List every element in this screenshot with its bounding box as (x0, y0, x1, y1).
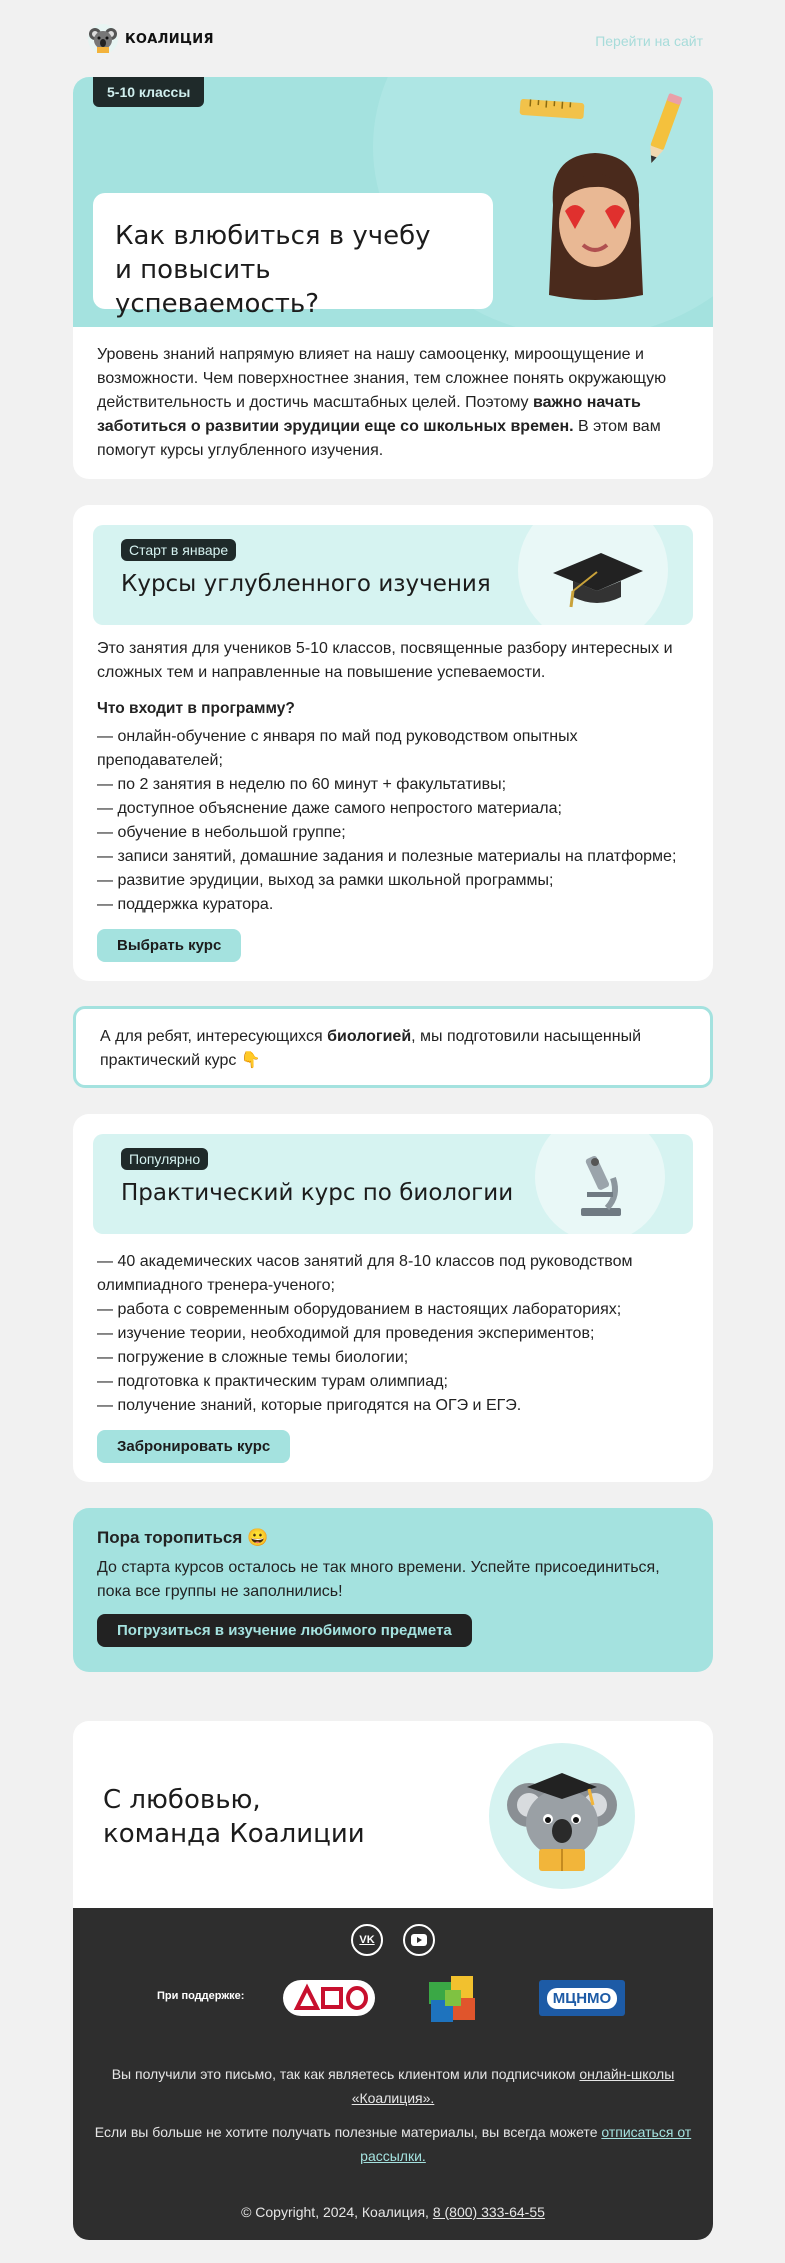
biology-note-text (100, 1025, 686, 1073)
logo[interactable] (88, 24, 214, 54)
intro-card (73, 77, 713, 479)
course-tag: Старт в январе (121, 539, 236, 561)
grade-badge: 5-10 классы (93, 77, 204, 107)
biology-note-bold: биологией (327, 1028, 412, 1045)
list-item: — работа с современным оборудованием в настоящих лабораториях; (97, 1301, 622, 1318)
list-item: — онлайн-обучение с января по май под руководством опытных преподавателей; (97, 728, 578, 769)
koala-graduate-icon (489, 1743, 635, 1889)
biology-note-part2: , мы подготовили насыщенный практический курс 👇 (100, 1028, 641, 1069)
course-title: Курсы углубленного изучения (121, 571, 491, 597)
list-item: — получение знаний, которые пригодятся на ОГЭ и ЕГЭ. (97, 1397, 522, 1414)
course-tag: Популярно (121, 1148, 208, 1170)
intro-text-part1: Уровень знаний напрямую влияет на нашу самооценку, мироощущение и возможности. Чем поверхностнее знания, тем сложнее понять окружающую действительность и достичь масштабных целей. Поэтому (97, 346, 667, 411)
intro-text (97, 343, 687, 463)
copyright (93, 2200, 693, 2224)
unsubscribe-notice (93, 2120, 693, 2168)
course-biology-header (93, 1134, 693, 1234)
list-item: — 40 академических часов занятий для 8-10 классов под руководством олимпиадного тренера-ученого; (97, 1253, 633, 1294)
course-title: Практический курс по биологии (121, 1180, 514, 1206)
list-item: — обучение в небольшой группе; (97, 824, 346, 841)
intro-text-part2: В этом вам помогут курсы углубленного изучения. (97, 418, 661, 459)
list-item: — доступное объяснение даже самого непростого материала; (97, 800, 562, 817)
hero-title: Как влюбиться в учебу и повысить успеваемость? (115, 221, 431, 319)
course-biology-card (73, 1114, 713, 1482)
copyright-text: © Copyright, 2024, Коалиция, (241, 2204, 433, 2220)
biology-note-part1: А для ребят, интересующихся (100, 1028, 328, 1045)
unsubscribe-link[interactable]: отписаться от рассылки. (360, 2124, 692, 2164)
dive-into-subject-button[interactable]: Погрузиться в изучение любимого предмета (97, 1614, 472, 1647)
subscription-notice (93, 2062, 693, 2110)
list-item: — изучение теории, необходимой для проведения экспериментов; (97, 1325, 595, 1342)
book-course-button[interactable]: Забронировать курс (97, 1430, 290, 1463)
course-deep-study-card (73, 505, 713, 981)
biology-note (73, 1006, 713, 1088)
mcnmo-logo-text: МЦНМО (547, 1988, 617, 2009)
youtube-icon[interactable] (403, 1924, 435, 1956)
list-item: — развитие эрудиции, выход за рамки школьной программы; (97, 872, 554, 889)
hurry-text: До старта курсов осталось не так много времени. Успейте присоединиться, пока все группы не заполнились! (97, 1559, 660, 1600)
hurry-block (73, 1508, 713, 1672)
partner-mcnmo-logo[interactable] (539, 1980, 625, 2016)
list-item: — подготовка к практическим турам олимпиад; (97, 1373, 448, 1390)
notice-text: Вы получили это письмо, так как являетесь клиентом или подписчиком (111, 2066, 580, 2082)
support-label: При поддержке: (157, 1990, 245, 2002)
graduation-cap-icon (549, 543, 645, 613)
go-to-site-link[interactable]: Перейти на сайт (595, 33, 703, 49)
hero-banner (73, 77, 713, 327)
partner-cube-logo[interactable] (425, 1970, 481, 2026)
partner-dpo-logo[interactable] (281, 1978, 377, 2018)
program-heading: Что входит в программу? (97, 700, 295, 717)
signoff-text: С любовью, команда Коалиции (103, 1785, 365, 1849)
course-deep-study-header (93, 525, 693, 625)
course-description: Это занятия для учеников 5-10 классов, посвященные разбору интересных и сложных тем и направленные на повышение успеваемости. (97, 640, 673, 681)
microscope-icon (573, 1152, 629, 1218)
mascot-circle (489, 1743, 635, 1889)
signoff-block (73, 1721, 713, 1911)
hurry-title: Пора торопиться 😀 (97, 1528, 269, 1547)
logo-text: КОАЛИЦИЯ (125, 31, 214, 47)
choose-course-button[interactable]: Выбрать курс (97, 929, 241, 962)
girl-heart-eyes-icon (535, 145, 655, 305)
program-list (97, 725, 697, 917)
koala-logo-icon (88, 24, 118, 54)
list-item: — записи занятий, домашние задания и полезные материалы на платформе; (97, 848, 677, 865)
hero-title-box (93, 193, 493, 319)
list-item: — поддержка куратора. (97, 896, 274, 913)
ruler-icon (518, 97, 588, 123)
list-item: — погружение в сложные темы биологии; (97, 1349, 409, 1366)
phone-link[interactable]: 8 (800) 333-64-55 (432, 2204, 545, 2220)
vk-icon[interactable]: VK (351, 1924, 383, 1956)
footer (73, 1908, 713, 2240)
biology-program-list (97, 1250, 697, 1418)
list-item: — по 2 занятия в неделю по 60 минут + факультативы; (97, 776, 507, 793)
unsubscribe-text: Если вы больше не хотите получать полезные материалы, вы всегда можете (94, 2124, 602, 2140)
dpo-logo-icon (281, 1978, 377, 2018)
cube-logo-icon (425, 1970, 481, 2026)
intro-text-bold: важно начать заботиться о развитии эрудиции еще со школьных времен. (97, 394, 641, 435)
school-link[interactable]: онлайн-школы «Коалиция». (351, 2066, 675, 2106)
